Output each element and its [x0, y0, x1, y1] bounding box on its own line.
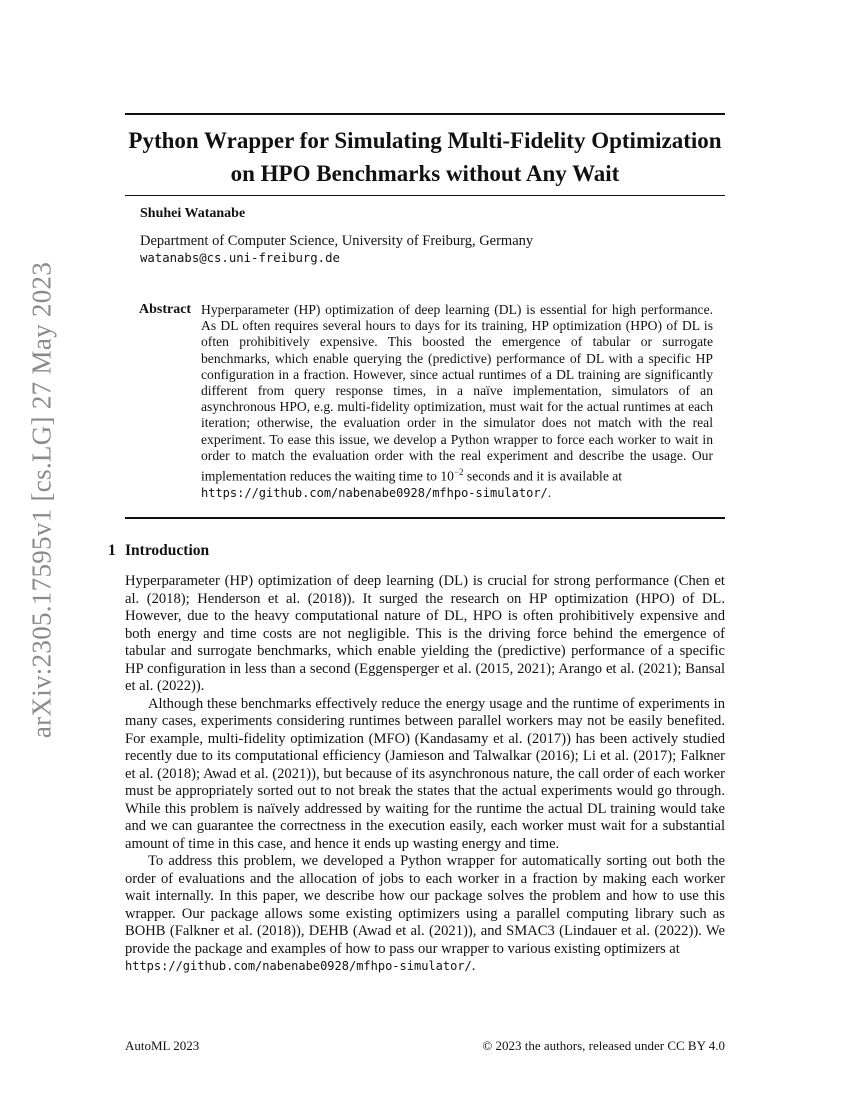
paragraph-2: Although these benchmarks effectively reduce the energy usage and the runtime of experiments in many cases, experiments considering runtimes between parallel workers may not be easily benefited. For example, multi-fidelity optimization (MFO) (Kandasamy et al. (2017)) has been actively studied recently due to its computational efficiency (Jamieson and Talwalkar (2016); Li et al. (2017); Falkner et al. (2018); Awad et al. (2021)), but because of its asynchronous nature, the call order of each worker must be appropriately sorted out to not break the states that the actual experiments would go through. While this problem is naïvely addressed by waiting for the runtime the actual DL training would take and we can guarantee the correctness in the execution easily, each worker must wait for a substantial amount of time in this case, and hence it ends up wasting energy and time.: [125, 695, 725, 852]
footer-license: © 2023 the authors, released under CC BY 4.0: [482, 1038, 725, 1053]
abstract-url-suffix: .: [547, 484, 552, 500]
author-name: Shuhei Watanabe: [140, 206, 246, 221]
abstract-body-end: seconds and it is available at: [463, 468, 623, 484]
abstract-label: Abstract: [139, 302, 192, 317]
section-number: 1: [108, 542, 116, 559]
arxiv-identifier: [22, 261, 62, 739]
paragraph-1: Hyperparameter (HP) optimization of deep learning (DL) is crucial for strong performance (Chen et al. (2018); Henderson et al. (2018)). It surged the research on HP optimization (HPO) of DL. However, due to the heavy computational nature of DL, HPO is often prohibitively expensive and both energy and time costs are not negligible. This is the driving force behind the emergence of tabular and surrogate benchmarks, which enable yielding the (predictive) performance of a specific HP configuration in less than a second (Eggensperger et al. (2015, 2021); Arango et al. (2021); Bansal et al. (2022)).: [125, 573, 725, 694]
abstract-rule: [125, 517, 725, 519]
arxiv-identifier-text: arXiv:2305.17595v1 [cs.LG] 27 May 2023: [26, 261, 57, 739]
intro-repo-link[interactable]: https://github.com/nabenabe0928/mfhpo-simulator/: [125, 959, 472, 973]
intro-url-suffix: .: [471, 958, 476, 974]
section-title: Introduction: [125, 542, 210, 559]
title-line-1: Python Wrapper for Simulating Multi-Fidelity Optimization: [128, 128, 722, 153]
abstract-repo-link[interactable]: https://github.com/nabenabe0928/mfhpo-simulator/: [201, 485, 548, 500]
author-email[interactable]: watanabs@cs.uni-freiburg.de: [140, 251, 340, 265]
title-rule: [125, 195, 725, 196]
top-rule: [125, 113, 725, 115]
abstract-body: Hyperparameter (HP) optimization of deep learning (DL) is essential for high performance. As DL often requires several hours to days for its training, HP optimization (HPO) of DL is often prohibitively expensive. This boosted the emergence of tabular or surrogate benchmarks, which enable querying the (predictive) performance of DL with a specific HP configuration in a fraction. However, since actual runtimes of a DL training are significantly different from query response times, in a naïve implementation, simulators of an asynchronous HPO, e.g. multi-fidelity optimization, must wait for the actual runtimes at each iteration; otherwise, the evaluation order in the simulator does not match with the real experiment. To ease this issue, we develop a Python wrapper to force each worker to wait in order to match the evaluation order with the real experiment and describe the usage. Our implementation reduces the waiting time to 10: [201, 302, 713, 484]
footer-venue: AutoML 2023: [125, 1038, 200, 1053]
abstract-exponent: −2: [453, 467, 464, 478]
paper-title: [110, 124, 740, 190]
abstract-text: [201, 302, 713, 501]
paragraph-3-text: To address this problem, we developed a Python wrapper for automatically sorting out both the order of evaluations and the allocation of jobs to each worker in a fraction by making each worker wait internally. In this paper, we describe how our package solves the problem and how to use this wrapper. Our package allows some existing optimizers using a parallel computing library such as BOHB (Falkner et al. (2018)), DEHB (Awad et al. (2021)), and SMAC3 (Lindauer et al. (2022)). We provide the package and examples of how to pass our wrapper to various existing optimizers at: [125, 853, 725, 957]
paragraph-3: [125, 853, 725, 976]
title-line-2: on HPO Benchmarks without Any Wait: [230, 161, 620, 186]
author-affiliation: Department of Computer Science, University of Freiburg, Germany: [140, 233, 534, 249]
introduction-body: [125, 573, 725, 976]
